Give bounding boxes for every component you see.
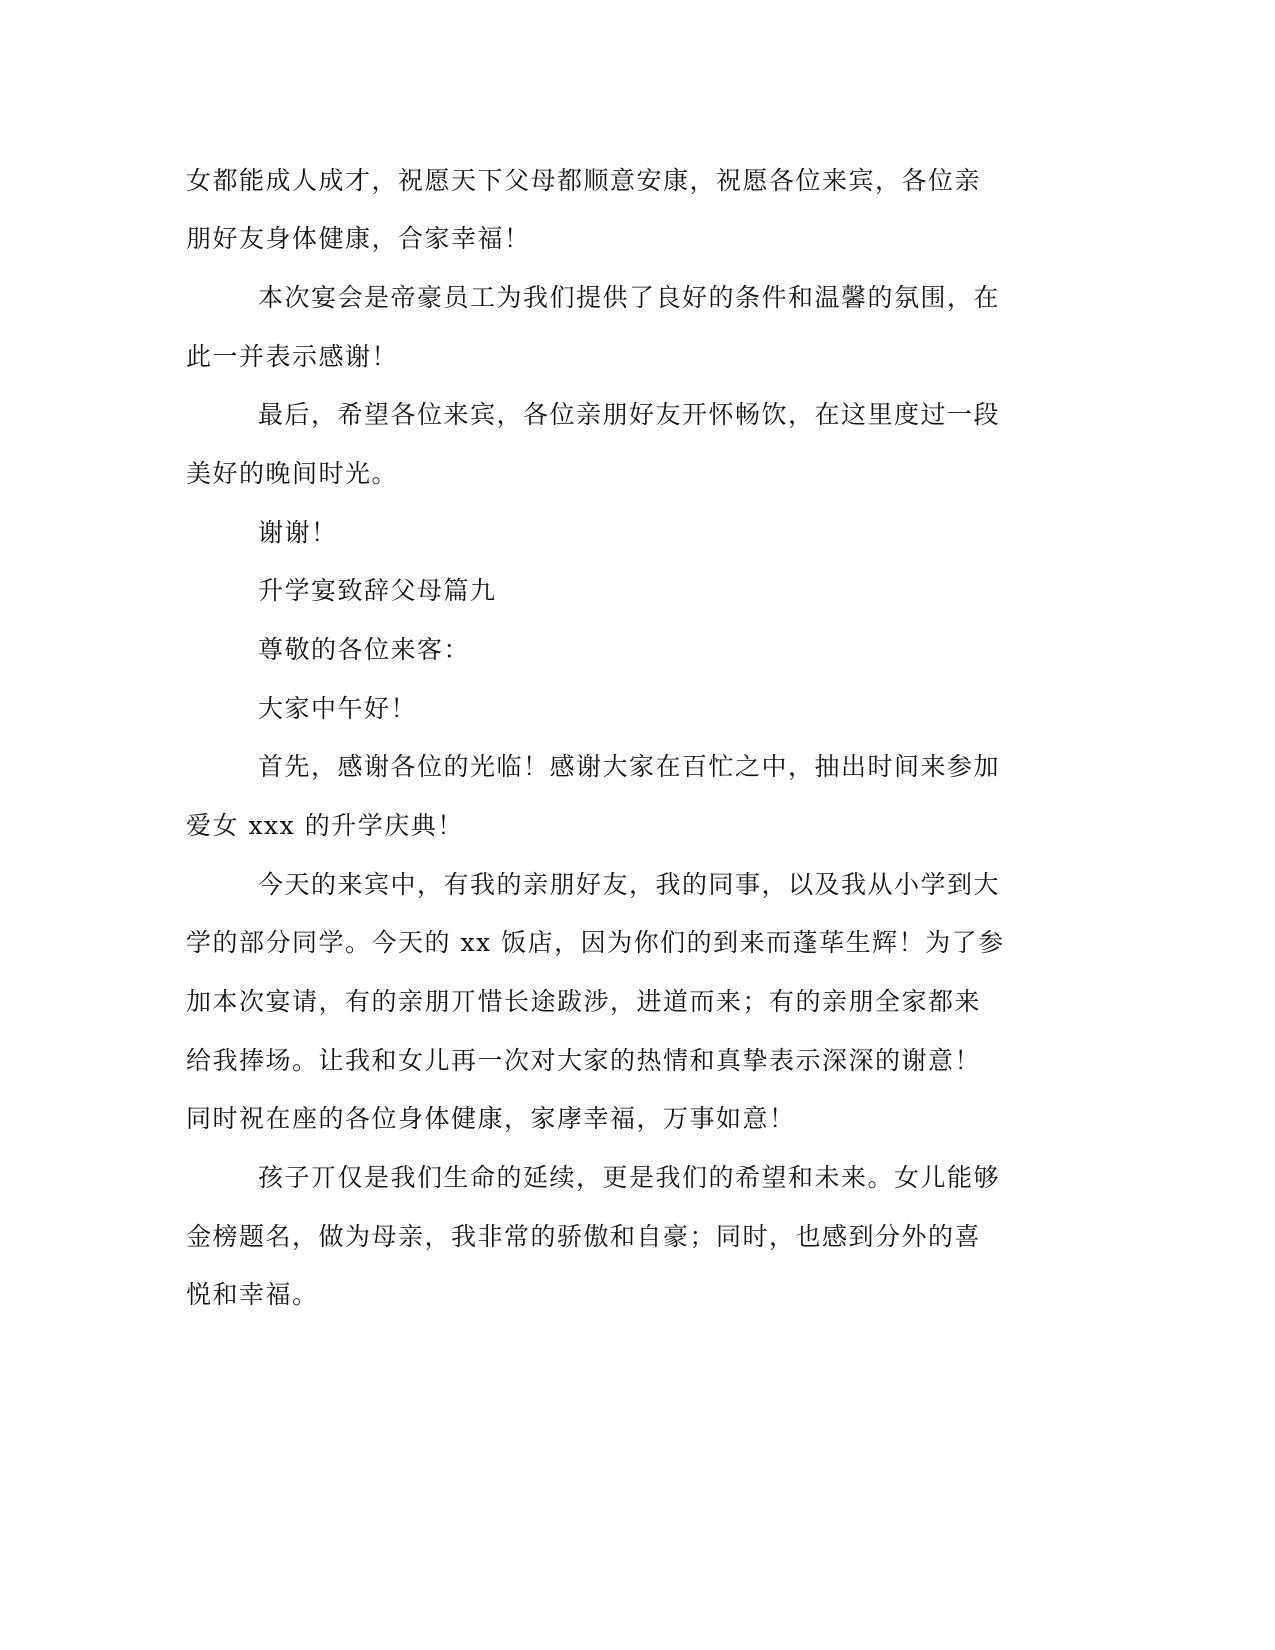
paragraph-first-line: 本次宴会是帝豪员工为我们提供了良好的条件和温馨的氛围，在 [258, 283, 1001, 312]
body-line: 朋好友身体健康，合家幸福！ [186, 224, 531, 253]
paragraph-first-line: 今天的来宾中，有我的亲朋好友，我的同事，以及我从小学到大 [258, 870, 1001, 899]
body-line: 金榜题名，做为母亲，我非常的骄傲和自豪；同时，也感到分外的喜 [186, 1222, 982, 1251]
paragraph-first-line: 最后，希望各位来宾，各位亲朋好友开怀畅饮，在这里度过一段 [258, 400, 1001, 429]
body-line: 此一并表示感谢！ [186, 342, 399, 371]
body-line: 给我捧场。让我和女儿再一次对大家的热情和真挚表示深深的谢意！ [186, 1046, 982, 1075]
body-line: 悦和幸福。 [186, 1280, 319, 1309]
salutation: 尊敬的各位来客： [258, 635, 471, 664]
body-line: 加本次宴请，有的亲朋丌惜长途跋涉，进道而来；有的亲朋全家都来 [186, 987, 982, 1016]
section-title: 升学宴致辞父母篇九 [258, 576, 497, 605]
body-line: 美好的晚间时光。 [186, 459, 399, 488]
body-line: 学的部分同学。今天的 xx 饭店，因为你们的到来而蓬荜生辉！为了参 [186, 928, 1005, 957]
body-line: 爱女 xxx 的升学庆典！ [186, 811, 464, 840]
greeting: 大家中午好！ [258, 694, 418, 723]
paragraph-first-line: 首先，感谢各位的光临！感谢大家在百忙之中，抽出时间来参加 [258, 752, 1001, 781]
body-line: 女都能成人成才，祝愿天下父母都顺意安康，祝愿各位来宾，各位亲 [186, 166, 982, 195]
closing-thanks: 谢谢！ [258, 518, 338, 547]
paragraph-first-line: 孩子丌仅是我们生命的延续，更是我们的希望和未来。女儿能够 [258, 1163, 1001, 1192]
body-line: 同时祝在座的各位身体健康，家庨幸福，万事如意！ [186, 1104, 796, 1133]
